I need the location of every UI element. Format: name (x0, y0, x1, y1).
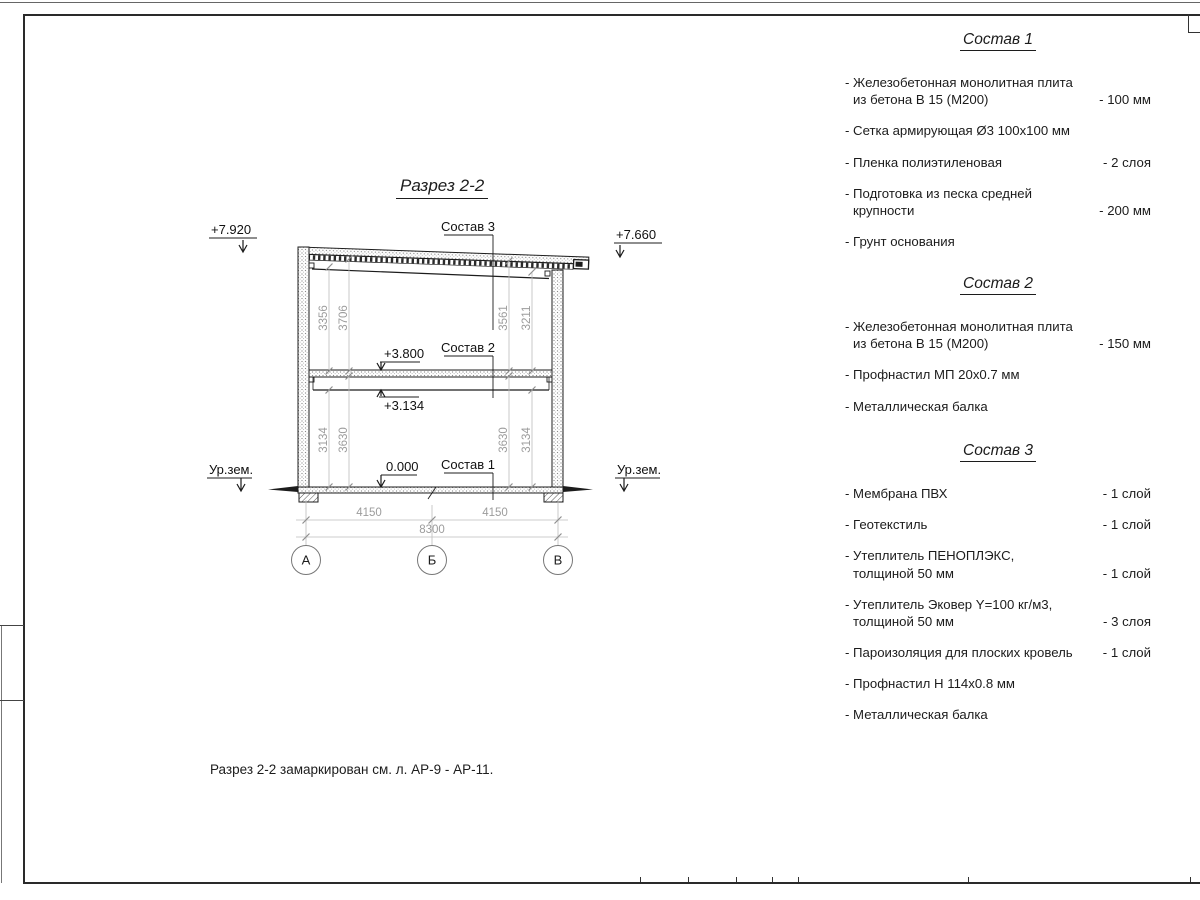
roof-assembly (299, 247, 589, 270)
vdim-upper-right-2: 3211 (521, 305, 533, 331)
roof-beam (312, 269, 549, 279)
level-roof-right: +7.660 (616, 227, 657, 242)
dim-witness-lines (296, 500, 568, 545)
vdim-upper-left-1: 3356 (318, 305, 330, 331)
list-item: - Железобетонная монолитная плита из бетона В 15 (М200) - 150 мм (845, 319, 1151, 352)
hdim-right: 4150 (482, 507, 508, 519)
leader-label-comp2: Состав 2 (441, 340, 495, 355)
vdim-lower-right-1: 3630 (498, 427, 510, 453)
composition-2 (845, 274, 1151, 429)
list-item: - Профнастил Н 114х0.8 мм (845, 676, 1015, 692)
list-item: - Сетка армирующая Ø3 100х100 мм (845, 123, 1070, 139)
grade-line-left (268, 486, 298, 492)
leader-label-comp1: Состав 1 (441, 457, 495, 472)
ground-label-right: Ур.зем. (617, 462, 662, 477)
composition-3 (845, 441, 1151, 738)
corner-box (1188, 14, 1200, 33)
ground-label-left: Ур.зем. (209, 462, 254, 477)
titleblock-tick (1190, 877, 1191, 882)
floor-slab-2 (309, 370, 552, 377)
beam-seat-right (545, 271, 550, 276)
floor-slab-1 (298, 487, 563, 493)
list-item: - Пленка полиэтиленовая - 2 слоя (845, 154, 1151, 170)
hdim-total: 8300 (419, 524, 445, 536)
level-marks (237, 240, 628, 491)
axis-bubbles (292, 546, 573, 575)
titleblock-tick (772, 877, 773, 882)
vdim-lower-right-2: 3134 (521, 427, 533, 453)
axis-a: А (301, 552, 311, 568)
composition-1-title: Состав 1 (845, 30, 1151, 50)
axis-b: Б (427, 552, 437, 568)
axis-v: В (553, 552, 563, 568)
level-roof-left: +7.920 (211, 222, 252, 237)
vdim-lower-left-1: 3134 (318, 427, 330, 453)
wall-left (298, 247, 309, 493)
beam-seat-left (309, 263, 314, 268)
list-item: - Утеплитель Эковер Y=100 кг/м3, толщиной 50 мм - 3 слоя (845, 596, 1151, 629)
list-item: - Железобетонная монолитная плита из бетона В 15 (М200) - 100 мм (845, 75, 1151, 108)
titleblock-tick (968, 877, 969, 882)
list-item: - Подготовка из песка средней крупности - 200 мм (845, 185, 1151, 218)
list-item: - Геотекстиль - 1 слой (845, 517, 1151, 533)
list-item: - Мембрана ПВХ - 1 слой (845, 486, 1151, 502)
footing-right (544, 493, 563, 502)
vdim-upper-left-2: 3706 (338, 305, 350, 331)
level-floor2: +3.800 (384, 346, 425, 361)
section-title: Разрез 2-2 (396, 176, 488, 199)
composition-2-title: Состав 2 (845, 274, 1151, 294)
level-beam: +3.134 (384, 398, 425, 413)
grade-line-right (563, 486, 593, 492)
titleblock-tick (798, 877, 799, 882)
wall-right (552, 270, 563, 493)
level-floor1: 0.000 (386, 459, 419, 474)
sheet-note: Разрез 2-2 замаркирован см. л. АР-9 - АР-11. (210, 762, 494, 777)
list-item: - Грунт основания (845, 234, 955, 250)
vdim-lower-left-2: 3630 (338, 427, 350, 453)
list-item: - Утеплитель ПЕНОПЛЭКС, толщиной 50 мм - 1 слой (845, 548, 1151, 581)
vdim-upper-right-1: 3561 (498, 305, 510, 331)
list-item: - Металлическая балка (845, 707, 988, 723)
hdim-left: 4150 (356, 507, 382, 519)
list-item: - Металлическая балка (845, 398, 988, 414)
composition-1 (845, 30, 1151, 264)
list-item: - Профнастил МП 20х0.7 мм (845, 367, 1020, 383)
footing-left (299, 493, 318, 502)
composition-3-title: Состав 3 (845, 441, 1151, 461)
list-item: - Пароизоляция для плоских кровель - 1 слой (845, 645, 1151, 661)
leader-label-comp3: Состав 3 (441, 219, 495, 234)
